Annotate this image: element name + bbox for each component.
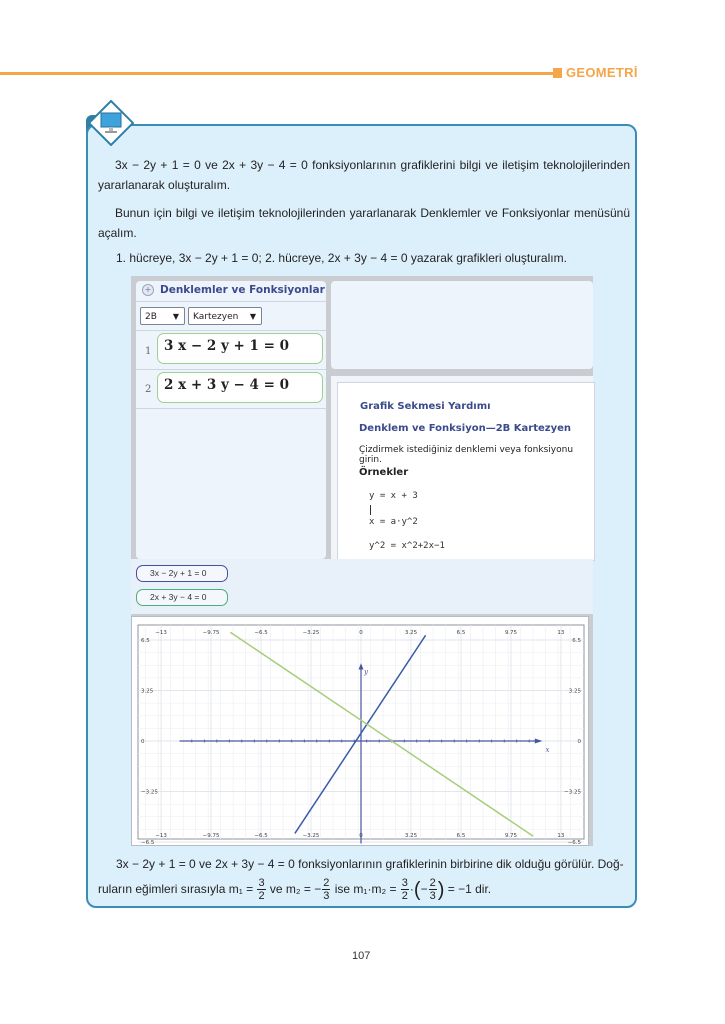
fraction-m1 <box>257 877 265 902</box>
right-top-panel <box>331 281 593 369</box>
divider <box>136 369 326 370</box>
x-tick-label-top: 13 <box>557 630 565 636</box>
header-marker <box>553 68 562 78</box>
and-text: ve m₂ = − <box>269 882 322 896</box>
y-tick-label-right: −3.25 <box>564 789 581 796</box>
help-subtitle: Denklem ve Fonksiyon—2B Kartezyen <box>359 423 571 434</box>
graph-canvas[interactable] <box>131 616 589 846</box>
x-tick-label-bottom: −3.25 <box>302 833 320 839</box>
y-tick-label-left: −6.5 <box>141 840 155 846</box>
numerator: 3 <box>401 877 408 890</box>
y-tick-label-right: −6.5 <box>567 840 581 846</box>
instruction-text: Bunun için bilgi ve iletişim teknolojilerinden yararlanarak Denklemler ve Fonksiyonlar menüsünü açalım. <box>98 206 630 240</box>
dot: · <box>409 882 414 896</box>
x-tick-label-bottom: 13 <box>557 833 565 839</box>
y-axis-label: y <box>364 668 368 677</box>
dropdown-arrow-icon: ▼ <box>249 312 256 321</box>
fraction-q <box>429 877 437 902</box>
legend-item-1[interactable]: 3x − 2y + 1 = 0 <box>136 565 228 582</box>
x-tick-label-top: 0 <box>359 630 363 636</box>
y-tick-label-right: 3.25 <box>568 688 581 695</box>
dimension-select[interactable] <box>140 307 185 325</box>
denominator: 3 <box>323 890 330 903</box>
text-cursor <box>370 505 371 515</box>
legend-item-2[interactable]: 2x + 3y − 4 = 0 <box>136 589 228 606</box>
x-tick-label-top: 3.25 <box>404 630 418 636</box>
x-tick-label-top: −13 <box>155 630 167 636</box>
equation-input-2[interactable]: 2 x + 3 y − 4 = 0 <box>157 372 323 403</box>
row-number: 2 <box>145 384 152 395</box>
y-tick-label-left: 0 <box>141 739 145 745</box>
example-item: y = x + 3 <box>369 491 418 501</box>
dropdown-arrow-icon: ▼ <box>172 312 179 321</box>
result-text: = −1 dir. <box>447 882 492 896</box>
left-paren: ( <box>413 878 421 901</box>
divider <box>136 330 326 331</box>
numerator: 3 <box>258 877 265 890</box>
y-tick-label-left: 6.5 <box>141 638 150 644</box>
divider <box>136 301 326 302</box>
page-number: 107 <box>352 950 371 962</box>
denominator: 3 <box>429 890 436 903</box>
intro-paragraph <box>98 155 630 195</box>
fraction-m2 <box>322 877 330 902</box>
example-item: y^2 = x^2+2x−1 <box>369 541 445 551</box>
help-instruction: Çizdirmek istediğiniz denklemi veya fonksiyonu girin. <box>359 445 574 465</box>
conclusion-line-2: ruların eğimleri sırasıyla m₁ = $\frac{3}{2}$ ve m₂ = − $\frac{2}{3}$ ise m₁·m₂ = $\frac{3}{2}$ ·(− $\frac{2}{3}$ ) = −1 dir. <box>98 877 492 903</box>
product-text: ise m₁·m₂ = <box>334 882 397 896</box>
help-panel <box>331 376 593 559</box>
x-tick-label-bottom: −6.5 <box>254 833 268 839</box>
help-title: Grafik Sekmesi Yardımı <box>360 401 491 412</box>
x-tick-label-bottom: 0 <box>359 833 363 839</box>
example-item: x = a·y^2 <box>369 517 418 527</box>
x-tick-label-bottom: −13 <box>155 833 167 839</box>
dimension-value: 2B <box>145 312 157 322</box>
examples-heading: Örnekler <box>359 467 409 478</box>
coordinate-select[interactable] <box>188 307 262 325</box>
help-content <box>337 382 595 561</box>
divider <box>136 408 326 409</box>
x-tick-label-top: 6.5 <box>456 630 466 636</box>
numerator: 2 <box>323 877 330 890</box>
row-number: 1 <box>145 346 152 357</box>
legend-area <box>131 559 593 614</box>
expand-icon[interactable]: + <box>142 284 154 296</box>
slopes-text: ruların eğimleri sırasıyla m₁ = <box>98 882 254 896</box>
y-tick-label-right: 0 <box>577 739 581 745</box>
graphing-app-screenshot <box>131 276 593 846</box>
numerator: 2 <box>429 877 436 890</box>
computer-monitor-icon <box>88 100 134 146</box>
conclusion-line-1: 3x − 2y + 1 = 0 ve 2x + 3y − 4 = 0 fonksiyonlarının grafiklerinin birbirine dik olduğu görülür. Doğ- <box>116 857 624 871</box>
coordinate-value: Kartezyen <box>193 312 239 322</box>
steps-paragraph: 1. hücreye, 3x − 2y + 1 = 0; 2. hücreye, 2x + 3y − 4 = 0 yazarak grafikleri oluşturalım. <box>116 251 567 265</box>
x-tick-label-bottom: 3.25 <box>404 833 418 839</box>
intro-text: 3x − 2y + 1 = 0 ve 2x + 3y − 4 = 0 fonksiyonlarının grafiklerini bilgi ve iletişim teknolojilerinden yararlanarak oluşturalım. <box>98 158 630 192</box>
section-title: GEOMETRİ <box>566 65 638 80</box>
panel-header[interactable] <box>142 284 325 296</box>
y-tick-label-right: 6.5 <box>572 638 581 644</box>
y-tick-label-left: −3.25 <box>141 789 158 796</box>
denominator: 2 <box>401 890 408 903</box>
instruction-paragraph <box>98 203 630 243</box>
x-tick-label-bottom: 9.75 <box>504 833 518 839</box>
y-tick-label-left: 3.25 <box>141 688 154 695</box>
equations-panel <box>136 281 326 559</box>
x-tick-label-top: −6.5 <box>254 630 268 636</box>
fraction-p <box>401 877 409 902</box>
x-tick-label-top: −3.25 <box>302 630 320 636</box>
x-tick-label-bottom: −9.75 <box>202 833 220 839</box>
plot-svg <box>132 617 590 847</box>
x-tick-label-bottom: 6.5 <box>456 833 466 839</box>
equation-input-1[interactable]: 3 x − 2 y + 1 = 0 <box>157 333 323 364</box>
right-paren: ) <box>437 878 445 901</box>
x-axis-label: x <box>545 746 550 754</box>
header-rule <box>0 72 553 75</box>
panel-title: Denklemler ve Fonksiyonlar <box>160 284 325 296</box>
x-tick-label-top: −9.75 <box>202 630 220 636</box>
denominator: 2 <box>258 890 265 903</box>
x-tick-label-top: 9.75 <box>504 630 518 636</box>
